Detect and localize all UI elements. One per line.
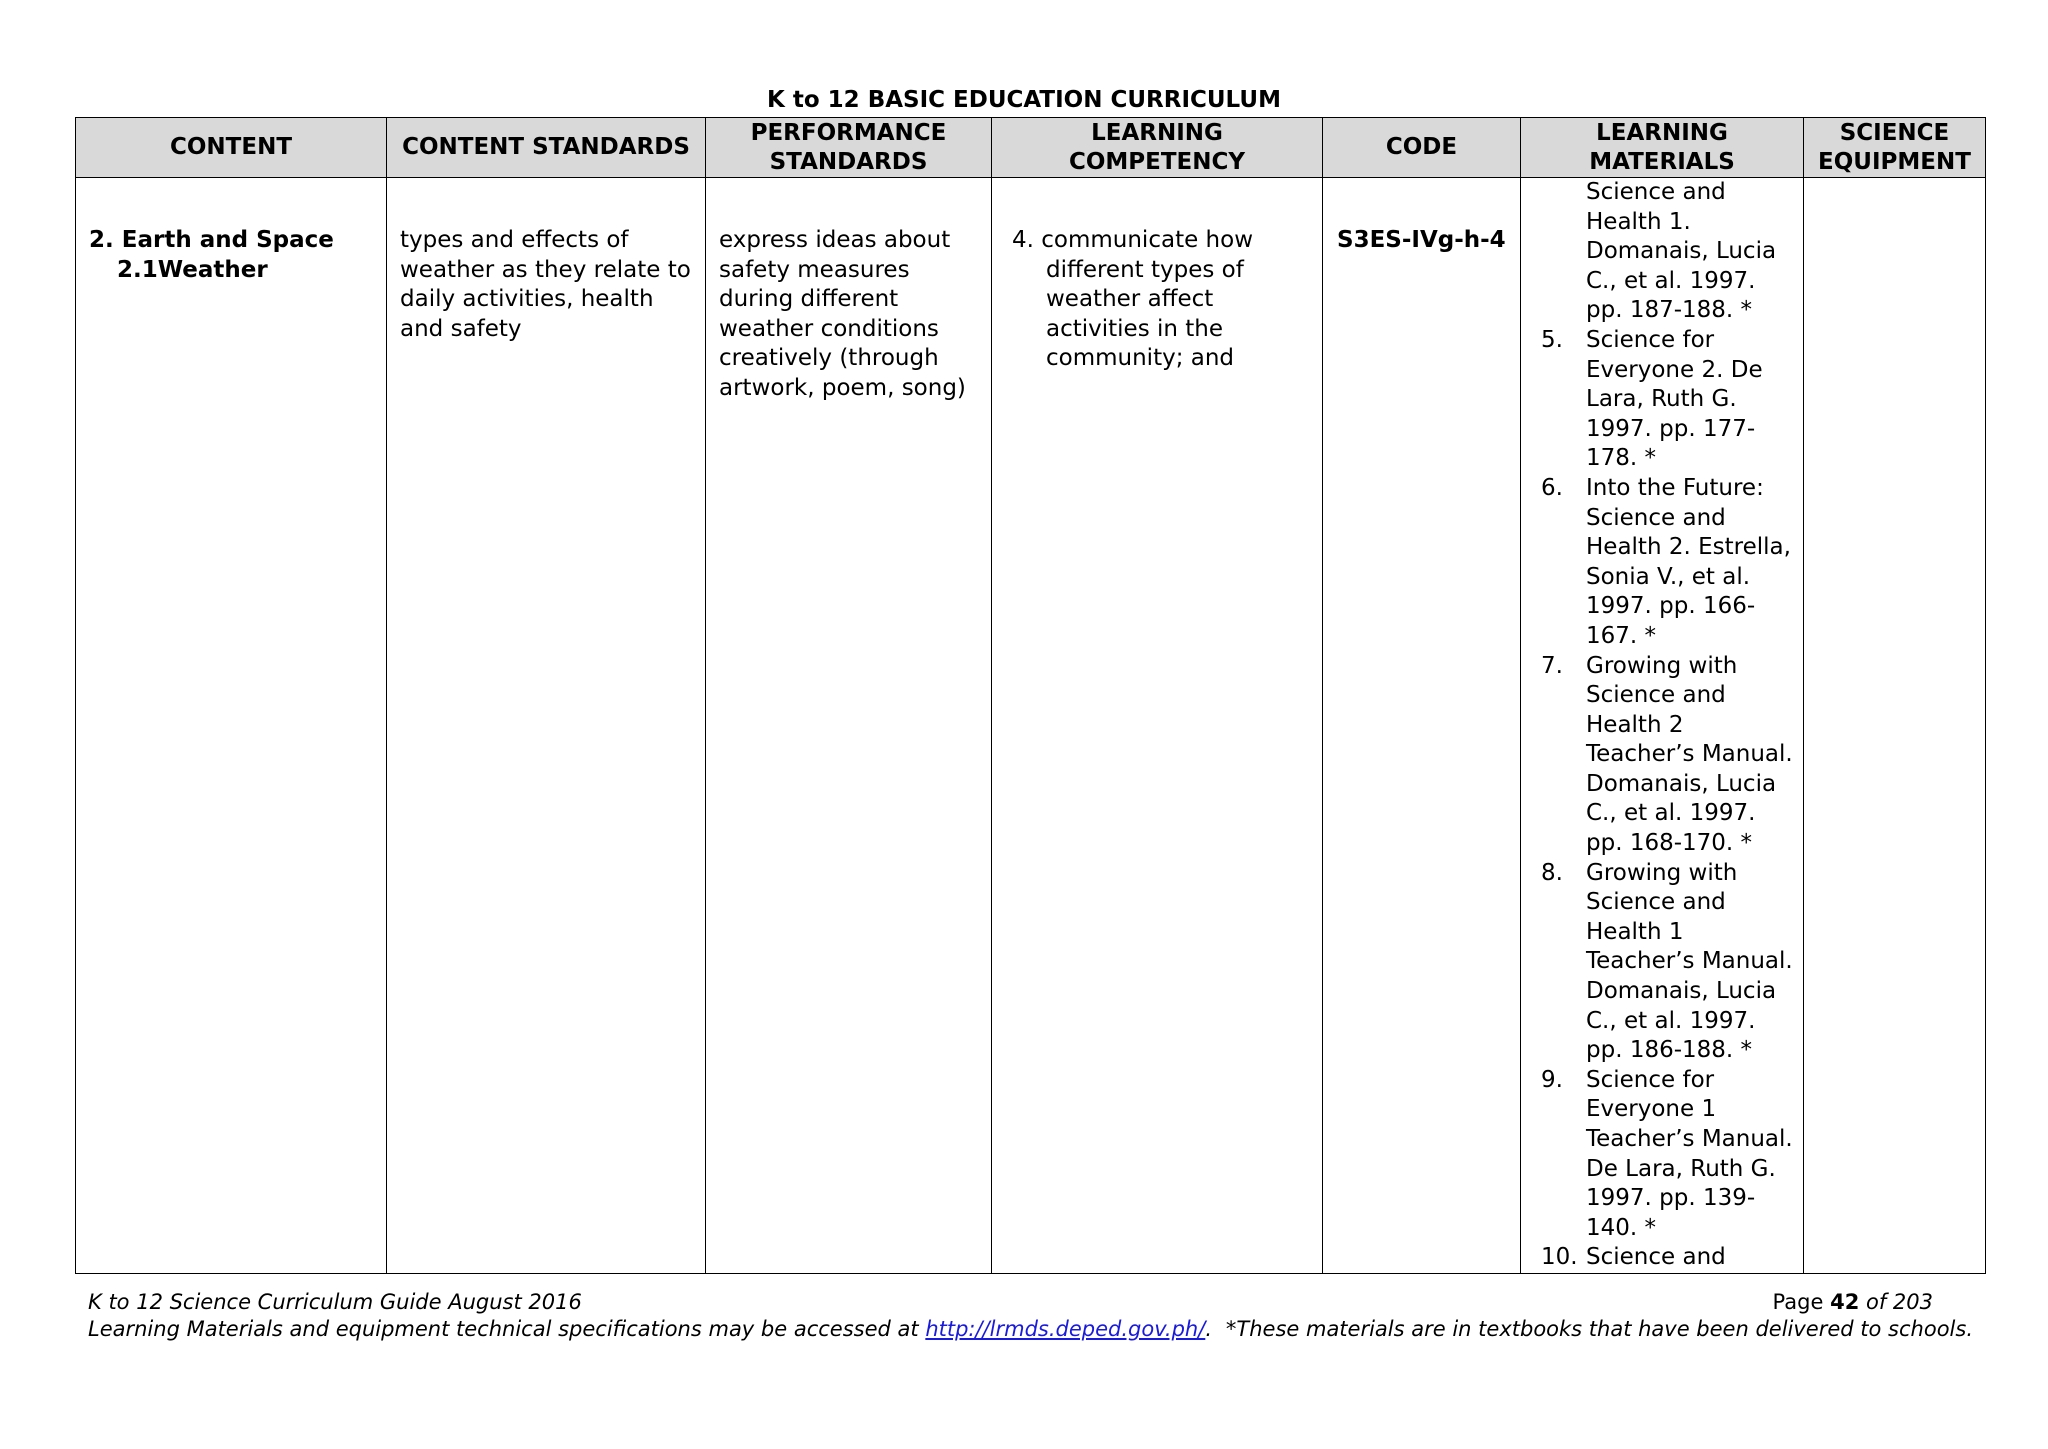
header-science-equipment: SCIENCE EQUIPMENT [1804,118,1986,178]
curriculum-table [75,117,1986,1274]
footer-line-2: Learning Materials and equipment technical specifications may be accessed at http://lrmds.deped.gov.ph/. *These materials are in textbooks that have been delivered to schools. [88,1317,1973,1341]
access-note: Learning Materials and equipment technical specifications may be accessed at [88,1317,919,1341]
list-item: 7. Growing with Science and Health 2 Teacher’s Manual. Domanais, Lucia C., et al. 1997. pp. 168-170. * [1541,652,1793,857]
list-item: 6. Into the Future: Science and Health 2. Estrella, Sonia V., et al. 1997. pp. 166-167. * [1541,474,1791,649]
list-item: 5. Science for Everyone 2. De Lara, Ruth G. 1997. pp. 177-178. * [1541,326,1763,472]
list-item: 10. Science and [1541,1244,1726,1271]
header-learning-materials: LEARNING MATERIALS [1521,118,1804,178]
cell-learning-materials [1521,178,1804,1274]
cell-code [1323,178,1521,1274]
header-learning-competency: LEARNING COMPETENCY [992,118,1323,178]
table-row [76,178,1986,1274]
page-number: 42 [1830,1290,1860,1314]
content-topic: 2. Earth and Space [89,227,334,253]
header-content: CONTENT [76,118,387,178]
learning-materials-list [1521,178,1803,1273]
cell-performance-standards [706,178,992,1274]
header-content-standards: CONTENT STANDARDS [387,118,706,178]
list-item: Science and Health 1. Domanais, Lucia C., et al. 1997. pp. 187-188. * [1586,179,1777,324]
cell-science-equipment [1804,178,1986,1274]
lrmds-link[interactable]: http://lrmds.deped.gov.ph/ [925,1317,1206,1341]
header-code: CODE [1323,118,1521,178]
competency-code: S3ES-IVg-h-4 [1337,227,1506,253]
list-item: 8. Growing with Science and Health 1 Teacher’s Manual. Domanais, Lucia C., et al. 1997. pp. 186-188. * [1541,859,1793,1064]
document-title: K to 12 BASIC EDUCATION CURRICULUM [767,87,1281,113]
header-performance-standards: PERFORMANCE STANDARDS [706,118,992,178]
footer-line-1 [88,1289,1973,1315]
performance-standards-text: express ideas about safety measures during different weather conditions creatively (through artwork, poem, song) [719,227,966,401]
header-row [76,118,1986,178]
textbook-note: *These materials are in textbooks that have been delivered to schools. [1225,1317,1973,1341]
content-standards-text: types and effects of weather as they relate to daily activities, health and safety [400,227,691,342]
cell-learning-competency [992,178,1323,1274]
guide-title: K to 12 Science Curriculum Guide August 2016 [88,1290,582,1314]
cell-content [76,178,387,1274]
page-indicator: Page 42 of 203 [1772,1290,1933,1314]
content-subtopic: 2.1Weather [117,256,268,283]
list-item: 9. Science for Everyone 1 Teacher’s Manual. De Lara, Ruth G. 1997. pp. 139-140. * [1541,1066,1793,1241]
cell-content-standards [387,178,706,1274]
learning-competency-text: 4. communicate how different types of weather affect activities in the community; and [1012,227,1254,372]
